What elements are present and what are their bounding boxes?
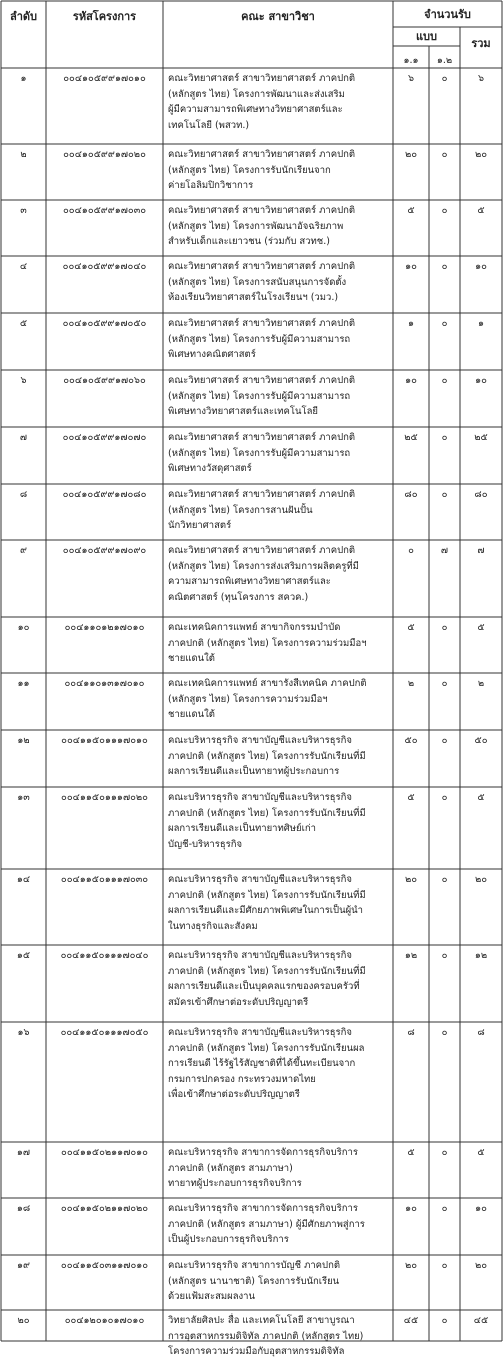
quota-total: ๒ — [477, 678, 485, 689]
program-description-line: ห้องเรียนวิทยาศาสตร์ในโรงเรียนฯ (วมว.) — [168, 292, 339, 304]
quota-1-1: ๒ — [407, 678, 415, 689]
program-description-line: คณะวิทยาศาสตร์ สาขาวิทยาศาสตร์ ภาคปกติ — [168, 545, 356, 556]
quota-1-2: ๐ — [441, 149, 448, 160]
quota-total: ๘ — [477, 1027, 485, 1038]
quota-1-1: ๕ — [407, 205, 415, 216]
header-seq: ลำดับ — [9, 10, 38, 23]
program-description-line: พิเศษทางคณิตศาสตร์ — [168, 349, 256, 361]
quota-total: ๒๐ — [474, 874, 488, 885]
quota-1-1: ๕ — [407, 792, 415, 803]
row-number: ๖ — [20, 375, 27, 386]
quota-1-2: ๐ — [441, 1203, 448, 1214]
program-description-line: ภาคปกติ (หลักสูตร สามภาษา) — [168, 1162, 293, 1174]
quota-1-1: ๑๐ — [405, 261, 417, 272]
program-description-line: ภาคปกติ (หลักสูตร ไทย) โครงการรับนักเรียนที่มี — [168, 807, 366, 819]
quota-1-1: ๑๐ — [405, 1203, 417, 1214]
program-description-line: (หลักสูตร ไทย) โครงการสานฝันปั้น — [168, 504, 313, 516]
program-description-line: ความสามารถพิเศษทางวิทยาศาสตร์และ — [168, 576, 331, 588]
project-code: ๐๐๔๑๐๕๙๙๑๗๐๘๐ — [62, 489, 147, 500]
program-description-line: เป็นผู้ประกอบการธุรกิจบริการ — [168, 1234, 289, 1246]
row-number: ๒ — [20, 149, 27, 160]
quota-total: ๕ — [477, 1147, 485, 1158]
quota-total: ๒๐ — [474, 1260, 488, 1271]
quota-1-1: ๕ — [407, 1147, 415, 1158]
quota-1-1: ๒๐ — [404, 149, 418, 160]
program-description-line: (หลักสูตร ไทย) โครงการพัฒนาอัจฉริยภาพ — [168, 220, 344, 232]
quota-1-2: ๐ — [441, 375, 448, 386]
quota-1-2: ๐ — [441, 874, 448, 885]
program-description-line: (หลักสูตร ไทย) โครงการสนับสนุนการจัดตั้ง — [168, 276, 347, 288]
project-code: ๐๐๔๑๑๕๐๒๑๑๗๐๑๐ — [61, 1147, 148, 1158]
program-description-line: สมัครเข้าศึกษาต่อระดับปริญญาตรี — [168, 996, 309, 1008]
quota-1-2: ๐ — [441, 678, 448, 689]
row-number: ๑๕ — [16, 950, 31, 961]
program-description-line: คณะบริหารธุรกิจ สาขาการบัญชี ภาคปกติ — [168, 1260, 340, 1271]
quota-1-2: ๐ — [441, 489, 448, 500]
program-description-line: ผู้มีความสามารถพิเศษทางวิทยาศาสตร์และ — [168, 104, 343, 116]
program-description-line: ผลการเรียนดีและเป็นบุคคลแรกของครอบครัวที่ — [168, 981, 360, 993]
program-description-line: คณะวิทยาศาสตร์ สาขาวิทยาศาสตร์ ภาคปกติ — [168, 375, 356, 386]
program-description-line: พิเศษทางวัสดุศาสตร์ — [168, 463, 252, 475]
quota-total: ๕ — [477, 205, 485, 216]
program-description-line: ภาคปกติ (หลักสูตร ไทย) โครงการรับนักเรียนผล — [168, 1042, 365, 1054]
project-code: ๐๐๔๑๑๕๐๑๑๑๗๐๔๐ — [60, 950, 149, 961]
row-number: ๑๔ — [16, 874, 31, 885]
quota-1-1: ๘๐ — [404, 489, 418, 500]
quota-1-2: ๐ — [441, 1260, 448, 1271]
quota-total: ๑๒ — [474, 950, 488, 961]
quota-1-1: ๘ — [407, 1027, 415, 1038]
program-description-line: คณะวิทยาศาสตร์ สาขาวิทยาศาสตร์ ภาคปกติ — [168, 432, 356, 443]
quota-total: ๔๕ — [473, 1315, 489, 1326]
program-description-line: สำหรับเด็กและเยาวชน (ร่วมกับ สวทช.) — [168, 236, 330, 248]
project-code: ๐๐๔๑๑๕๐๑๑๑๗๐๑๐ — [61, 735, 148, 746]
program-description-line: คณะบริหารธุรกิจ สาขาการจัดการธุรกิจบริการ — [168, 1147, 358, 1158]
quota-total: ๑๐ — [475, 375, 487, 386]
quota-1-2: ๐ — [441, 261, 448, 272]
program-description-line: เทคโนโลยี (พสวท.) — [168, 119, 250, 131]
project-code: ๐๐๔๑๐๕๙๙๑๗๐๗๐ — [62, 432, 147, 443]
program-description-line: การเรียนดี ไร้รัฐไร้สัญชาติที่ได้ขึ้นทะเบียนจาก — [168, 1058, 356, 1070]
row-number: ๑๑ — [17, 678, 30, 689]
header-type-1-1: ๑.๑ — [403, 55, 419, 66]
program-description-line: คณะวิทยาศาสตร์ สาขาวิทยาศาสตร์ ภาคปกติ — [168, 489, 356, 500]
header-faculty: คณะ สาขาวิชา — [241, 10, 315, 23]
program-description-line: ด้วยแฟ้มสะสมผลงาน — [168, 1291, 255, 1303]
quota-1-2: ๐ — [441, 950, 448, 961]
row-number: ๑๒ — [17, 735, 30, 746]
quota-1-2: ๐ — [441, 792, 448, 803]
program-description-line: (หลักสูตร ไทย) โครงการรับผู้มีความสามารถ — [168, 390, 351, 402]
header-quota: จำนวนรับ — [424, 8, 471, 21]
quota-total: ๑ — [477, 318, 485, 329]
program-description-line: กรมการปกครอง กระทรวงมหาดไทย — [168, 1073, 316, 1085]
project-code: ๐๐๔๑๑๐๑๓๑๗๐๑๐ — [64, 678, 145, 689]
program-description-line: คณะวิทยาศาสตร์ สาขาวิทยาศาสตร์ ภาคปกติ — [168, 261, 356, 272]
quota-1-2: ๐ — [441, 1027, 448, 1038]
quota-total: ๒๐ — [474, 149, 488, 160]
row-number: ๔ — [19, 261, 28, 272]
quota-1-1: ๑๐ — [405, 375, 417, 386]
program-description-line: ผลการเรียนดีและเป็นทายาทผู้ประกอบการ — [168, 766, 340, 778]
program-description-line: คณะวิทยาศาสตร์ สาขาวิทยาศาสตร์ ภาคปกติ — [168, 73, 356, 84]
project-code: ๐๐๔๑๒๐๑๐๑๗๐๑๐ — [64, 1315, 145, 1326]
row-number: ๗ — [19, 432, 28, 443]
quota-1-2: ๐ — [441, 432, 448, 443]
program-description-line: คณะบริหารธุรกิจ สาขาบัญชีและบริหารธุรกิจ — [168, 874, 352, 885]
row-number: ๒๐ — [17, 1315, 30, 1326]
quota-1-2: ๐ — [441, 205, 448, 216]
program-description-line: เพื่อเข้าศึกษาต่อระดับปริญญาตรี — [168, 1089, 300, 1101]
program-description-line: คณะบริหารธุรกิจ สาขาบัญชีและบริหารธุรกิจ — [168, 792, 352, 803]
project-code: ๐๐๔๑๑๕๐๒๑๑๗๐๒๐ — [60, 1203, 149, 1214]
project-code: ๐๐๔๑๐๕๙๙๑๗๐๓๐ — [63, 205, 146, 216]
header-type-1-2: ๑.๒ — [436, 55, 453, 66]
quota-1-1: ๕ — [407, 622, 415, 633]
project-code: ๐๐๔๑๑๕๐๑๑๑๗๐๒๐ — [61, 792, 148, 803]
program-description-line: ภาคปกติ (หลักสูตร สามภาษา) ผู้มีศักยภาพสู่การ — [168, 1218, 365, 1230]
quota-1-1: ๖ — [407, 73, 415, 84]
project-code: ๐๐๔๑๐๕๙๙๑๗๐๙๐ — [62, 545, 147, 556]
project-code: ๐๐๔๑๐๕๙๙๑๗๐๖๐ — [63, 375, 146, 386]
quota-1-1: ๒๐ — [404, 1260, 418, 1271]
program-description-line: ชายแดนใต้ — [168, 709, 215, 721]
program-description-line: ชายแดนใต้ — [168, 653, 215, 665]
project-code: ๐๐๔๑๑๕๐๓๑๑๗๐๑๐ — [60, 1260, 149, 1271]
program-description-line: (หลักสูตร นานาชาติ) โครงการรับนักเรียน — [168, 1275, 340, 1287]
program-description-line: ภาคปกติ (หลักสูตร ไทย) โครงการรับนักเรียนที่มี — [168, 889, 366, 901]
project-code: ๐๐๔๑๐๕๙๙๑๗๐๔๐ — [62, 261, 147, 272]
quota-total: ๑๐ — [475, 261, 487, 272]
row-number: ๑๓ — [17, 792, 30, 803]
quota-total: ๕๐ — [474, 735, 488, 746]
quota-1-2: ๐ — [441, 1147, 448, 1158]
program-description-line: คณะวิทยาศาสตร์ สาขาวิทยาศาสตร์ ภาคปกติ — [168, 205, 356, 216]
quota-total: ๒๕ — [474, 432, 488, 443]
row-number: ๕ — [19, 318, 28, 329]
quota-1-2: ๐ — [441, 622, 448, 633]
quota-1-2: ๐ — [441, 73, 448, 84]
program-description-line: (หลักสูตร ไทย) โครงการรับผู้มีความสามารถ — [168, 333, 351, 345]
program-description-line: ทายาทผู้ประกอบการธุรกิจบริการ — [168, 1178, 302, 1190]
program-description-line: บัญชี-บริหารธุรกิจ — [168, 838, 243, 850]
program-description-line: คณิตศาสตร์ (ทุนโครงการ สควค.) — [168, 591, 309, 603]
row-number: ๑๙ — [17, 1260, 30, 1271]
row-number: ๑๐ — [17, 622, 30, 633]
program-description-line: คณะเทคนิคการแพทย์ สาขารังสีเทคนิค ภาคปกติ — [168, 678, 367, 689]
row-number: ๙ — [20, 545, 27, 556]
quota-total: ๑๐ — [475, 1203, 487, 1214]
program-description-line: โครงการความร่วมมือกับอุตสาหกรรมดิจิทัล — [168, 1346, 345, 1358]
program-description-line: วิทยาลัยศิลปะ สื่อ และเทคโนโลยี สาขาบูรณา — [168, 1315, 355, 1326]
quota-1-1: ๑ — [407, 318, 415, 329]
project-code: ๐๐๔๑๐๕๙๙๑๗๐๑๐ — [63, 73, 146, 84]
quota-1-1: ๑๒ — [404, 950, 418, 961]
header-total: รวม — [471, 37, 491, 50]
program-description-line: (หลักสูตร ไทย) โครงการส่งเสริมการผลิตครูที่มี — [168, 560, 359, 572]
program-description-line: นักวิทยาศาสตร์ — [168, 520, 232, 532]
program-description-line: พิเศษทางวิทยาศาสตร์และเทคโนโลยี — [168, 406, 318, 418]
quota-1-2: ๐ — [441, 735, 448, 746]
program-description-line: ภาคปกติ (หลักสูตร ไทย) โครงการรับนักเรียนที่มี — [168, 965, 366, 977]
program-description-line: คณะเทคนิคการแพทย์ สาขากิจกรรมบำบัด — [168, 622, 341, 633]
quota-1-1: ๐ — [408, 545, 414, 556]
program-description-line: คณะบริหารธุรกิจ สาขาการจัดการธุรกิจบริการ — [168, 1203, 358, 1214]
program-description-line: คณะวิทยาศาสตร์ สาขาวิทยาศาสตร์ ภาคปกติ — [168, 149, 356, 160]
quota-total: ๕ — [477, 792, 485, 803]
quota-1-1: ๔๕ — [403, 1315, 419, 1326]
program-description-line: ค่ายโอลิมปิกวิชาการ — [168, 180, 254, 192]
program-description-line: ในทางธุรกิจและสังคม — [168, 920, 258, 932]
program-description-line: ผลการเรียนดีและเป็นทายาทศิษย์เก่า — [168, 823, 316, 835]
quota-1-2: ๗ — [440, 545, 449, 556]
header-type: แบบ — [415, 30, 438, 43]
quota-total: ๘๐ — [474, 489, 488, 500]
quota-1-1: ๕๐ — [404, 735, 418, 746]
program-description-line: การอุตสาหกรรมดิจิทัล ภาคปกติ (หลักสูตร ไทย) — [168, 1330, 364, 1342]
quota-1-1: ๒๐ — [404, 874, 418, 885]
row-number: ๑๗ — [16, 1147, 31, 1158]
quota-total: ๕ — [477, 622, 485, 633]
project-code: ๐๐๔๑๑๕๐๑๑๑๗๐๓๐ — [60, 874, 149, 885]
quota-1-2: ๐ — [441, 318, 448, 329]
program-description-line: (หลักสูตร ไทย) โครงการความร่วมมือฯ — [168, 693, 328, 705]
header-code: รหัสโครงการ — [72, 10, 137, 23]
project-code: ๐๐๔๑๐๕๙๙๑๗๐๒๐ — [63, 149, 146, 160]
row-number: ๑๖ — [17, 1027, 30, 1038]
program-description-line: คณะบริหารธุรกิจ สาขาบัญชีและบริหารธุรกิจ — [168, 735, 352, 746]
program-description-line: ภาคปกติ (หลักสูตร ไทย) โครงการความร่วมมือฯ — [168, 637, 367, 649]
program-description-line: (หลักสูตร ไทย) โครงการรับนักเรียนจาก — [168, 164, 331, 176]
quota-1-1: ๒๕ — [404, 432, 418, 443]
program-description-line: (หลักสูตร ไทย) โครงการพัฒนาและส่งเสริม — [168, 88, 345, 100]
row-number: ๑ — [20, 73, 27, 84]
quota-total: ๖ — [477, 73, 485, 84]
quota-total: ๗ — [477, 545, 485, 556]
row-number: ๑๘ — [16, 1203, 31, 1214]
program-description-line: คณะบริหารธุรกิจ สาขาบัญชีและบริหารธุรกิจ — [168, 1027, 352, 1038]
program-description-line: คณะบริหารธุรกิจ สาขาบัญชีและบริหารธุรกิจ — [168, 950, 352, 961]
program-description-line: ผลการเรียนดีและมีศักยภาพพิเศษในการเป็นผู้นำ — [168, 905, 363, 917]
quota-1-2: ๐ — [441, 1315, 448, 1326]
project-code: ๐๐๔๑๐๕๙๙๑๗๐๕๐ — [62, 318, 147, 329]
program-description-line: (หลักสูตร ไทย) โครงการรับผู้มีความสามารถ — [168, 447, 351, 459]
row-number: ๘ — [19, 489, 28, 500]
project-code: ๐๐๔๑๑๐๑๒๑๗๐๑๐ — [64, 622, 145, 633]
program-description-line: คณะวิทยาศาสตร์ สาขาวิทยาศาสตร์ ภาคปกติ — [168, 318, 356, 329]
row-number: ๓ — [20, 205, 27, 216]
project-code: ๐๐๔๑๑๕๐๑๑๑๗๐๕๐ — [60, 1027, 149, 1038]
program-description-line: ภาคปกติ (หลักสูตร ไทย) โครงการรับนักเรียนที่มี — [168, 750, 366, 762]
